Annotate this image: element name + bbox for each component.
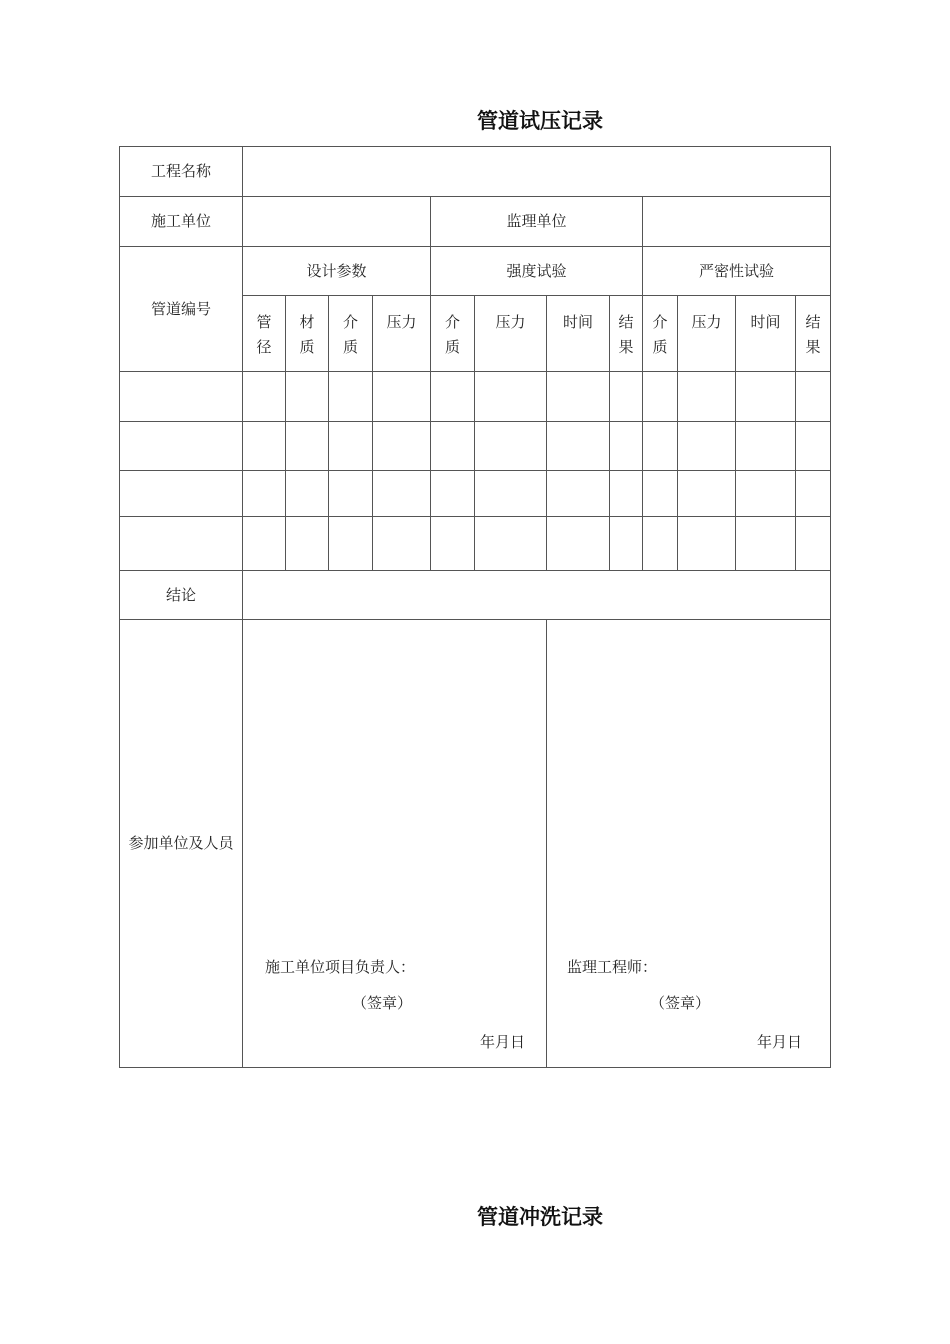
col-header-strength-time: 时间 — [562, 313, 593, 331]
col-header-strength-pressure: 压力 — [495, 313, 526, 331]
strength-test-header: 强度试验 — [506, 261, 567, 280]
col-header-tightness-result: 结果 — [805, 313, 821, 356]
participants-label: 参加单位及人员 — [128, 834, 234, 852]
project-name-label: 工程名称 — [150, 162, 211, 180]
col-header-tightness-medium: 介质 — [652, 313, 668, 356]
contractor-label: 施工单位 — [150, 212, 211, 230]
supervisor-sign-label: 监理工程师： — [567, 958, 658, 976]
page-title: 管道试压记录 — [477, 109, 603, 133]
supervisor-label: 监理单位 — [506, 212, 567, 230]
supervisor-seal: （签章） — [650, 994, 711, 1012]
col-header-design-medium: 介质 — [342, 313, 358, 356]
table-row[interactable] — [120, 422, 830, 470]
project-name-value[interactable] — [243, 147, 830, 196]
design-params-header: 设计参数 — [306, 261, 367, 280]
col-header-diameter: 管径 — [256, 313, 272, 356]
col-header-material: 材质 — [299, 313, 315, 356]
table-row[interactable] — [120, 517, 830, 570]
contractor-seal: （签章） — [352, 994, 413, 1012]
supervisor-value[interactable] — [643, 197, 830, 246]
contractor-value[interactable] — [243, 197, 430, 246]
col-header-design-pressure: 压力 — [386, 313, 417, 331]
col-header-tightness-time: 时间 — [750, 313, 781, 331]
col-header-strength-result: 结果 — [618, 313, 634, 356]
conclusion-value[interactable] — [243, 571, 830, 619]
col-header-strength-medium: 介质 — [444, 313, 460, 356]
table-row[interactable] — [120, 372, 830, 421]
contractor-date: 年月日 — [480, 1033, 526, 1051]
col-header-tightness-pressure: 压力 — [691, 313, 722, 331]
conclusion-label: 结论 — [165, 585, 196, 604]
second-page-title: 管道冲洗记录 — [477, 1205, 603, 1229]
contractor-sign-label: 施工单位项目负责人： — [265, 958, 416, 976]
table-row[interactable] — [120, 471, 830, 516]
supervisor-date: 年月日 — [757, 1033, 803, 1051]
pipe-id-label: 管道编号 — [150, 299, 211, 318]
tightness-test-header: 严密性试验 — [698, 261, 774, 280]
